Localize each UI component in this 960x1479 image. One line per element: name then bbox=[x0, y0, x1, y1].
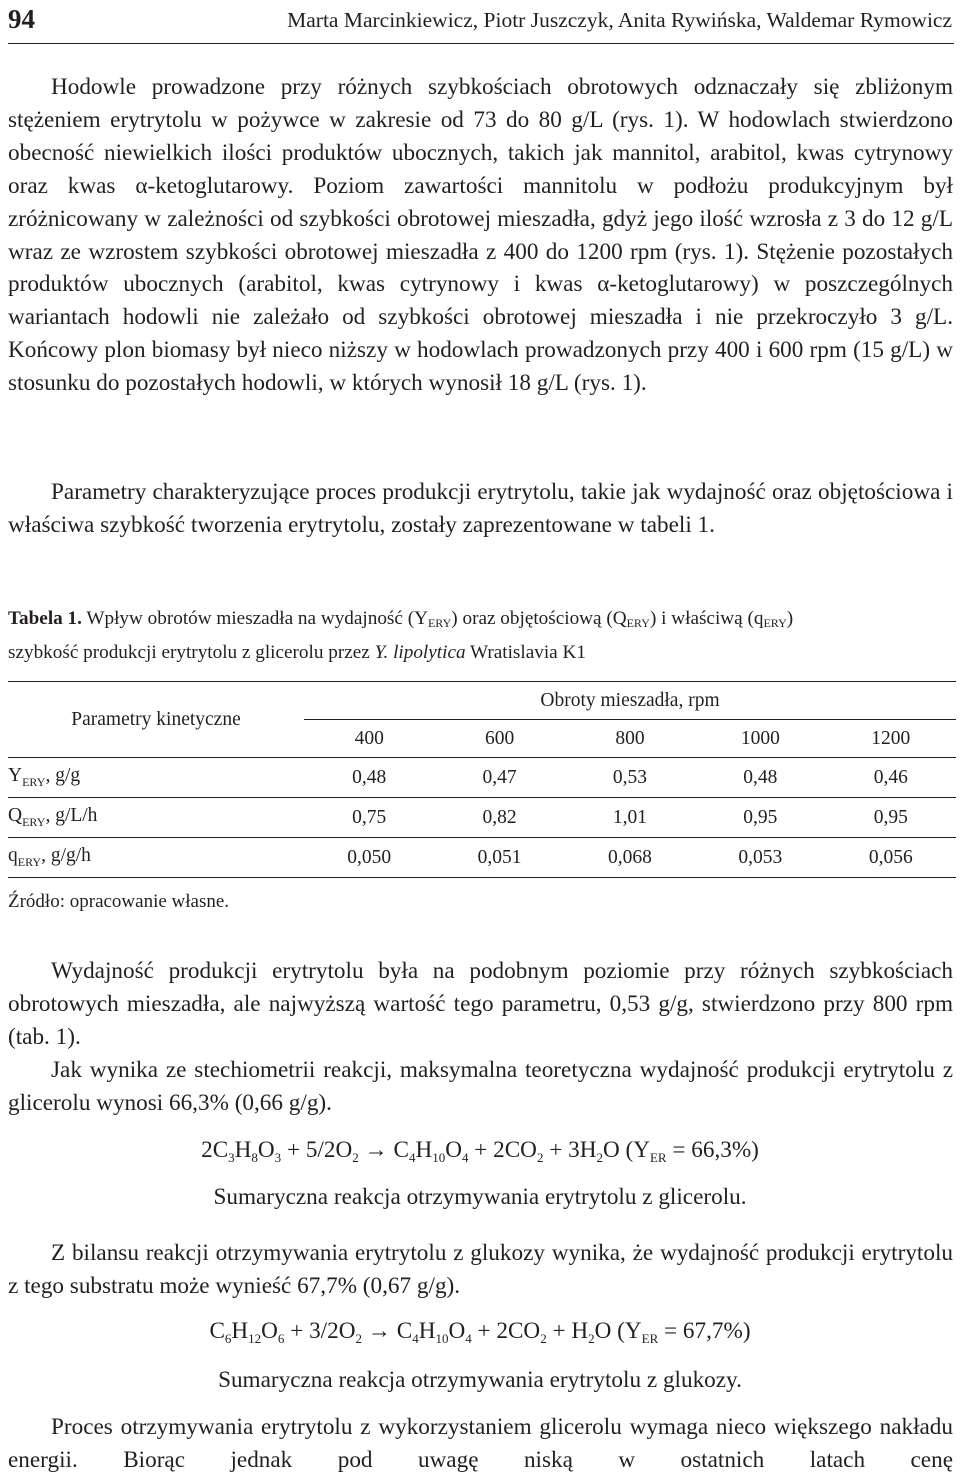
eq-part: C bbox=[209, 1318, 225, 1344]
eq-subscript: 10 bbox=[435, 1331, 449, 1346]
paragraph-parameters: Parametry charakteryzujące proces produkcji erytrytolu, takie jak wydajność oraz objętościowa i właściwa szybkość tworzenia erytrytolu, zostały zaprezentowane w tabeli 1. bbox=[8, 479, 953, 538]
eq-part: O bbox=[445, 1137, 462, 1163]
caption-species: Y. lipolytica bbox=[374, 642, 466, 663]
equation-glucose-caption: Sumaryczna reakcja otrzymywania erytrytolu z glukozy. bbox=[218, 1367, 742, 1393]
caption-text: ) i właściwą (q bbox=[649, 608, 764, 629]
row-subscript: ERY bbox=[17, 855, 42, 869]
table-cell: 0,053 bbox=[695, 838, 825, 878]
rpm-group-header: Obroty mieszadła, rpm bbox=[304, 682, 956, 720]
eq-part: O bbox=[448, 1318, 466, 1344]
eq-part: H bbox=[418, 1318, 436, 1344]
eq-part: H bbox=[234, 1137, 252, 1163]
eq-part: + 5/2O bbox=[281, 1137, 353, 1163]
row-symbol: Q bbox=[8, 805, 23, 826]
eq-part: → C bbox=[361, 1318, 413, 1344]
caption-subscript: ERY bbox=[763, 616, 787, 630]
caption-subscript: ERY bbox=[427, 616, 452, 630]
eq-subscript: ER bbox=[649, 1150, 667, 1165]
paragraph-stoichiometry: Jak wynika ze stechiometrii reakcji, maksymalna teoretyczna wydajność produkcji erytrytolu z glicerolu wynosi 66,3% (0,66 g/g). bbox=[8, 1057, 953, 1116]
table-cell: 0,068 bbox=[565, 838, 695, 878]
table-cell: 0,46 bbox=[826, 758, 956, 798]
equation-glycerol bbox=[0, 1137, 960, 1166]
paragraph-results: Hodowle prowadzone przy różnych szybkościach obrotowych odznaczały się zbliżonym stężeniem erytrytolu w pożywce w zakresie od 73 do 80 g/L (rys. 1). W hodowlach stwierdzono obecność niewielkich ilości produktów ubocznych, takich jak mannitol, arabitol, kwas cytrynowy oraz kwas α-ketoglutarowy. Poziom zawartości mannitolu w podłożu produkcyjnym był zróżnicowany w zależności od szybkości obrotowej mieszadła, gdyż jego ilość wzrosła z 3 do 12 g/L wraz ze wzrostem szybkości obrotowej mieszadła z 400 do 1200 rpm (rys. 1). Stężenie pozostałych produktów ubocznych (arabitol, kwas cytrynowy i kwas α-ketoglutarowy) w poszczególnych wariantach hodowli nie zależało od szybkości obrotowej mieszadła i nie przekroczyło 3 g/L. Końcowy plon biomasy był nieco niższy w hodowlach prowadzonych przy 400 i 600 rpm (15 g/L) w stosunku do pozostałych hodowli, w których wynosił 18 g/L (rys. 1). bbox=[8, 74, 953, 397]
page-number: 94 bbox=[8, 4, 35, 34]
row-label bbox=[8, 758, 304, 798]
row-symbol: q bbox=[8, 845, 18, 866]
equation-glucose bbox=[0, 1318, 960, 1347]
row-label bbox=[8, 798, 304, 838]
eq-subscript: 2 bbox=[540, 1331, 547, 1346]
eq-part: O bbox=[257, 1137, 275, 1163]
table-label: Tabela 1. bbox=[8, 608, 82, 629]
caption-text: ) oraz objętościową (Q bbox=[451, 608, 627, 629]
paragraph-energy: Proces otrzymywania erytrytolu z wykorzystaniem glicerolu wymaga nieco większego nakładu energii. Biorąc jednak pod uwagę niską w ostatnich latach cenę bbox=[8, 1414, 953, 1473]
table-cell: 0,95 bbox=[695, 798, 825, 838]
eq-subscript: 4 bbox=[408, 1150, 416, 1165]
eq-part: + 3/2O bbox=[284, 1318, 356, 1344]
eq-subscript: 3 bbox=[274, 1150, 282, 1165]
table-row bbox=[8, 798, 956, 838]
param-header: Parametry kinetyczne bbox=[8, 682, 304, 758]
row-unit: , g/L/h bbox=[45, 805, 98, 826]
rpm-cell: 400 bbox=[304, 720, 434, 758]
eq-subscript: 2 bbox=[588, 1331, 595, 1346]
eq-subscript: 12 bbox=[248, 1331, 262, 1346]
row-label bbox=[8, 838, 304, 878]
table-row bbox=[8, 838, 956, 878]
rpm-cell: 800 bbox=[565, 720, 695, 758]
running-head-authors: Marta Marcinkiewicz, Piotr Juszczyk, Anita Rywińska, Waldemar Rymowicz bbox=[287, 8, 952, 32]
eq-part: + 2CO bbox=[471, 1318, 541, 1344]
table-cell: 0,75 bbox=[304, 798, 434, 838]
table-cell: 0,47 bbox=[434, 758, 564, 798]
eq-subscript: 4 bbox=[461, 1150, 469, 1165]
paragraph-yield: Wydajność produkcji erytrytolu była na podobnym poziomie przy różnych szybkościach obrotowych mieszadła, ale najwyższą wartość tego parametru, 0,53 g/g, stwierdzono przy 800 rpm (tab. 1). bbox=[8, 958, 953, 1050]
eq-subscript: 2 bbox=[596, 1150, 603, 1165]
table-source-note: Źródło: opracowanie własne. bbox=[8, 891, 230, 912]
page-header bbox=[8, 4, 952, 44]
rpm-cell: 1000 bbox=[695, 720, 825, 758]
paragraph-glucose: Z bilansu reakcji otrzymywania erytrytolu z glukozy wynika, że wydajność produkcji erytrytolu z tego substratu może wynieść 67,7% (0,67 g/g). bbox=[8, 1240, 953, 1299]
eq-subscript: 6 bbox=[224, 1331, 232, 1346]
table-row bbox=[8, 758, 956, 798]
row-symbol: Y bbox=[8, 765, 23, 786]
eq-subscript: 2 bbox=[536, 1150, 544, 1165]
eq-subscript: ER bbox=[641, 1331, 659, 1346]
header-rule bbox=[8, 43, 954, 44]
eq-part: + 3H bbox=[543, 1137, 597, 1163]
eq-part: H bbox=[415, 1137, 433, 1163]
eq-part: O (Y bbox=[602, 1137, 650, 1163]
eq-part: + 2CO bbox=[468, 1137, 537, 1163]
eq-part: = 67,7%) bbox=[658, 1318, 751, 1344]
caption-text: Wpływ obrotów mieszadła na wydajność (Y bbox=[81, 608, 428, 629]
eq-part: + H bbox=[546, 1318, 589, 1344]
table-cell: 0,051 bbox=[434, 838, 564, 878]
eq-subscript: 4 bbox=[465, 1331, 472, 1346]
table-header-row bbox=[8, 682, 956, 720]
table-cell: 0,95 bbox=[826, 798, 956, 838]
table-cell: 0,050 bbox=[304, 838, 434, 878]
row-unit: , g/g bbox=[45, 765, 81, 786]
row-subscript: ERY bbox=[22, 775, 46, 789]
caption-text: ) bbox=[786, 608, 794, 629]
row-unit: , g/g/h bbox=[41, 845, 91, 866]
table-cell: 1,01 bbox=[565, 798, 695, 838]
table-caption bbox=[8, 604, 954, 668]
row-subscript: ERY bbox=[22, 815, 46, 829]
eq-subscript: 2 bbox=[355, 1331, 362, 1346]
eq-part: H bbox=[231, 1318, 249, 1344]
caption-subscript: ERY bbox=[626, 616, 650, 630]
table-cell: 0,53 bbox=[565, 758, 695, 798]
table-cell: 0,056 bbox=[826, 838, 956, 878]
caption-text: szybkość produkcji erytrytolu z glicerolu przez bbox=[8, 642, 375, 663]
eq-subscript: 4 bbox=[412, 1331, 419, 1346]
eq-subscript: 10 bbox=[432, 1150, 446, 1165]
rpm-cell: 1200 bbox=[826, 720, 956, 758]
kinetics-table bbox=[8, 681, 956, 878]
eq-part: → C bbox=[358, 1137, 409, 1163]
caption-text: Wratislavia K1 bbox=[465, 642, 586, 663]
eq-subscript: 8 bbox=[251, 1150, 258, 1165]
eq-part: O (Y bbox=[594, 1318, 642, 1344]
rpm-cell: 600 bbox=[434, 720, 564, 758]
table-cell: 0,82 bbox=[434, 798, 564, 838]
eq-part: = 66,3%) bbox=[666, 1137, 759, 1163]
table-cell: 0,48 bbox=[304, 758, 434, 798]
eq-subscript: 2 bbox=[352, 1150, 359, 1165]
eq-part: 2C bbox=[201, 1137, 229, 1163]
equation-glycerol-caption: Sumaryczna reakcja otrzymywania erytrytolu z glicerolu. bbox=[213, 1184, 747, 1210]
table-cell: 0,48 bbox=[695, 758, 825, 798]
eq-subscript: 3 bbox=[228, 1150, 235, 1165]
eq-subscript: 6 bbox=[277, 1331, 285, 1346]
eq-part: O bbox=[261, 1318, 278, 1344]
